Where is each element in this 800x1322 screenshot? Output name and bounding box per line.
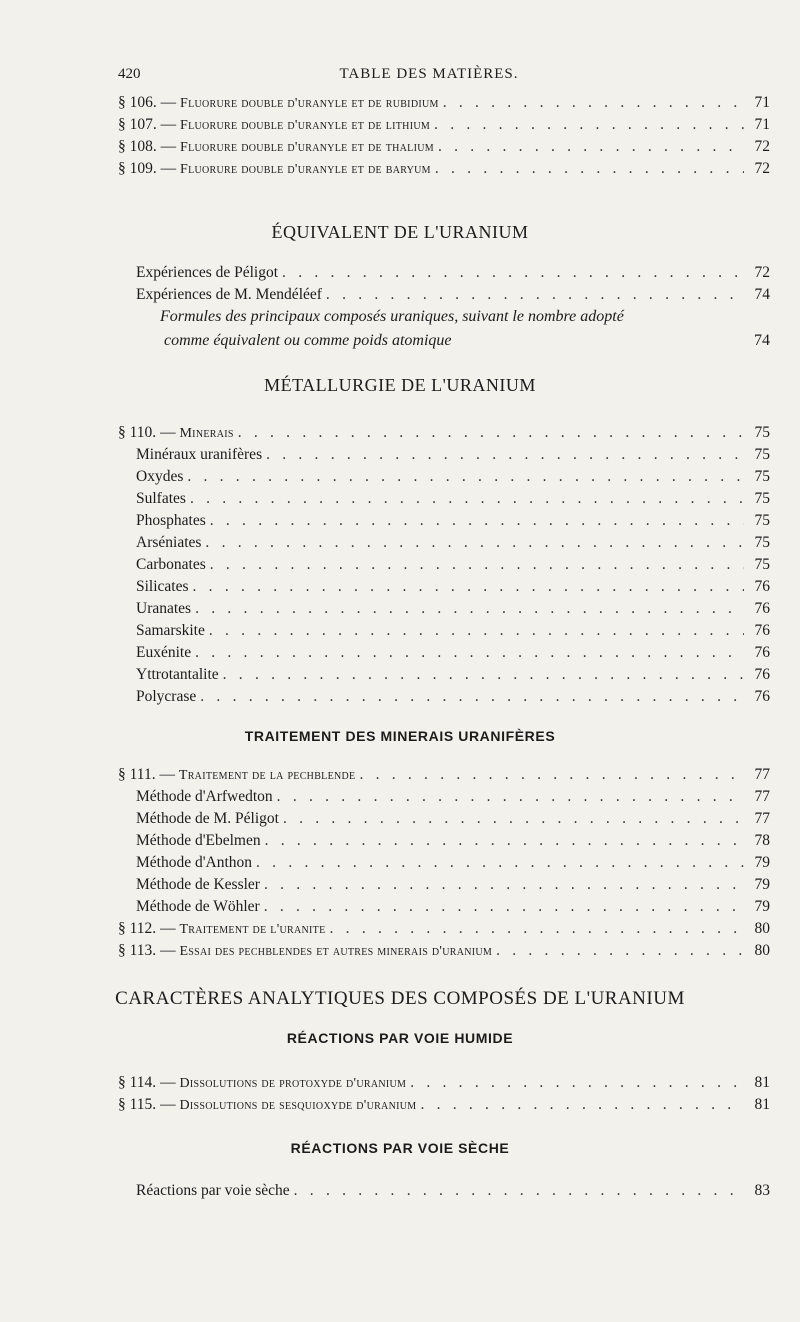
toc-entry: Méthode de Kessler . . . 79: [136, 874, 770, 896]
toc-entry-109: § 109. — Fluorure double d'uranyle et de baryum . . . 72: [118, 158, 770, 180]
toc-entry: Oxydes . . . 75: [136, 466, 770, 488]
toc-entry: Carbonates . . . 75: [136, 554, 770, 576]
toc-entry-107: § 107. — Fluorure double d'uranyle et de lithium . . . 71: [118, 114, 770, 136]
toc-entry-voie-seche: Réactions par voie sèche . . . 83: [136, 1180, 770, 1202]
formula-line-2: comme équivalent ou comme poids atomique 74: [164, 332, 770, 349]
toc-entry: Méthode de Wöhler . . . 79: [136, 896, 770, 918]
toc-entry: Sulfates . . . 75: [136, 488, 770, 510]
subheading-voie-humide: RÉACTIONS PAR VOIE HUMIDE: [286, 1030, 514, 1046]
toc-entry-110: § 110. — Minerais . . . 75: [118, 422, 770, 444]
running-title: TABLE DES MATIÈRES.: [339, 66, 519, 82]
section-heading-caracteres: CARACTÈRES ANALYTIQUES DES COMPOSÉS DE L'URANIUM: [115, 988, 685, 1009]
running-header: [118, 66, 740, 90]
toc-entry-mendeleef: Expériences de M. Mendéléef . . . 74: [136, 284, 770, 306]
toc-entry: Méthode de M. Péligot . . . 77: [136, 808, 770, 830]
toc-entry-106: § 106. — Fluorure double d'uranyle et de rubidium . . . 71: [118, 92, 770, 114]
toc-entry-114: § 114. — Dissolutions de protoxyde d'uranium . . . 81: [118, 1072, 770, 1094]
section-heading-traitement: TRAITEMENT DES MINERAIS URANIFÈRES: [244, 728, 556, 744]
toc-entry: Silicates . . . 76: [136, 576, 770, 598]
toc-entry-111: § 111. — Traitement de la pechblende . . . 77: [118, 764, 770, 786]
toc-entry: Euxénite . . . 76: [136, 642, 770, 664]
toc-entry-108: § 108. — Fluorure double d'uranyle et de thalium . . . 72: [118, 136, 770, 158]
toc-entry: Samarskite . . . 76: [136, 620, 770, 642]
toc-entry: Yttrotantalite . . . 76: [136, 664, 770, 686]
toc-entry-peligot: Expériences de Péligot . . . 72: [136, 262, 770, 284]
toc-entry: Uranates . . . 76: [136, 598, 770, 620]
page-number: 420: [118, 66, 141, 82]
toc-entry-113: § 113. — Essai des pechblendes et autres minerais d'uranium . . . 80: [118, 940, 770, 962]
toc-entry: Phosphates . . . 75: [136, 510, 770, 532]
toc-entry-112: § 112. — Traitement de l'uranite . . . 80: [118, 918, 770, 940]
section-heading-equivalent: ÉQUIVALENT DE L'URANIUM: [271, 222, 529, 242]
toc-entry: Méthode d'Anthon . . . 79: [136, 852, 770, 874]
toc-entry: Arséniates . . . 75: [136, 532, 770, 554]
toc-entry: Méthode d'Arfwedton . . . 77: [136, 786, 770, 808]
toc-entry: Méthode d'Ebelmen . . . 78: [136, 830, 770, 852]
toc-entry-115: § 115. — Dissolutions de sesquioxyde d'uranium . . . 81: [118, 1094, 770, 1116]
toc-entry: Polycrase . . . 76: [136, 686, 770, 708]
formula-line-1: Formules des principaux composés uraniques, suivant le nombre adopté: [160, 308, 624, 325]
section-heading-metallurgie: MÉTALLURGIE DE L'URANIUM: [264, 375, 536, 395]
subheading-voie-seche: RÉACTIONS PAR VOIE SÈCHE: [290, 1140, 510, 1156]
toc-entry: Minéraux uranifères . . . 75: [136, 444, 770, 466]
